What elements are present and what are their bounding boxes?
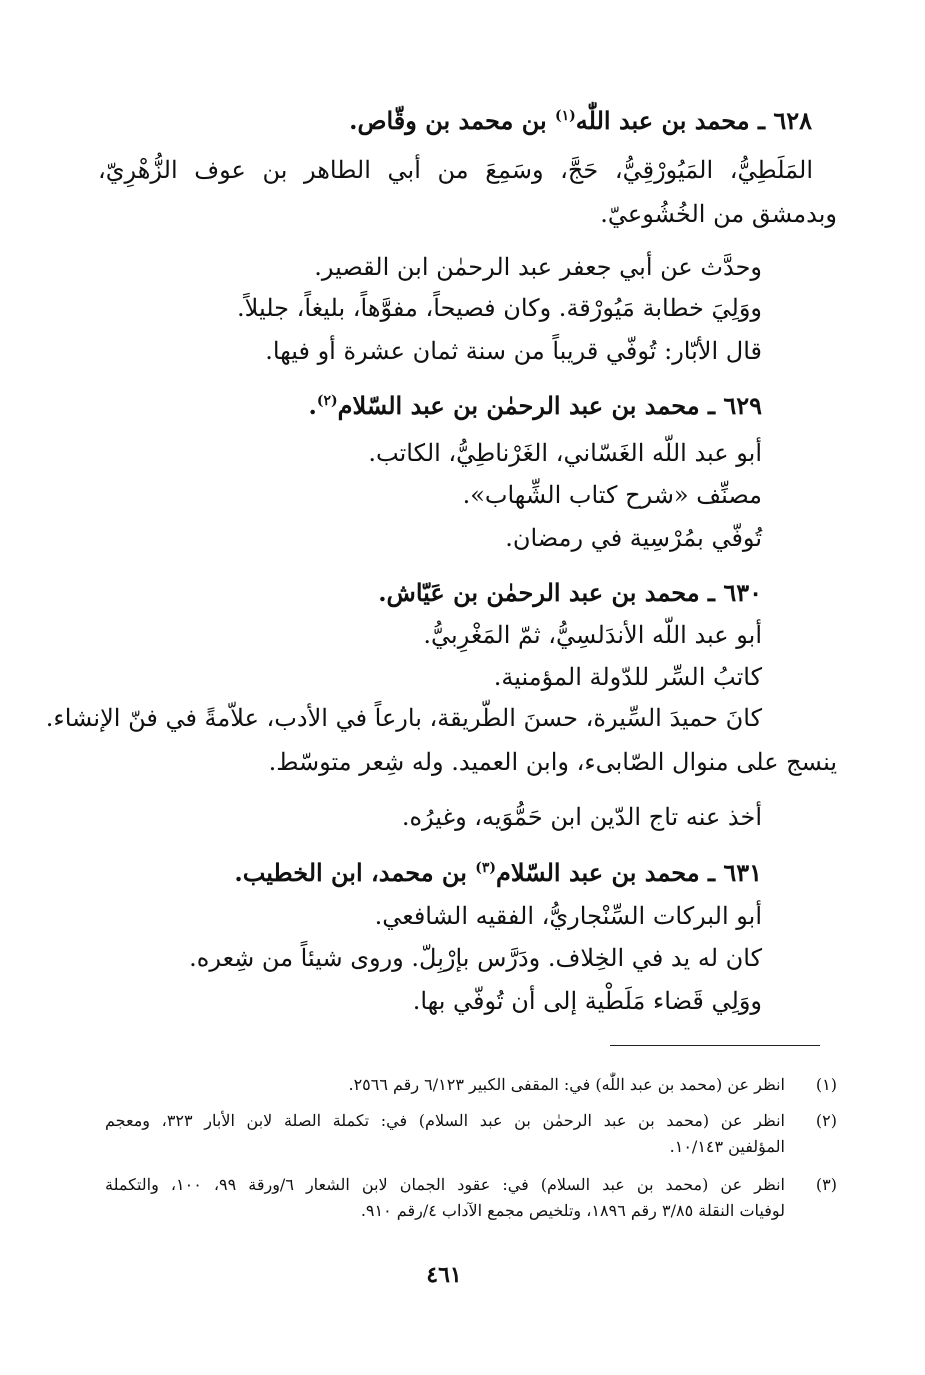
footnote-3-number: (٣) xyxy=(815,1175,837,1194)
entry-628-line-2: وبدمشق من الخُشُوعيّ. xyxy=(600,200,837,228)
entry-630-line-1: أبو عبد اللّه الأندَلسِيُّ، ثمّ المَغْرِبيُّ. xyxy=(423,621,762,649)
entry-628-heading: ٦٢٨ ـ محمد بن عبد اللّٰه$^{(١)}$ بن محمد بن وقّاص. xyxy=(349,106,812,135)
footnote-3-text: انظر عن (محمد بن عبد السلام) في: عقود الجمان لابن الشعار ٦/ورقة ٩٩، ١٠٠، والتكملة xyxy=(105,1175,786,1194)
entry-631-line-2: كان له يد في الخِلاف. ودَرَّس بإرْبِلّ. وروى شيئاً من شِعره. xyxy=(189,944,762,972)
footnote-ref-1[interactable]: (١) xyxy=(555,108,576,124)
entry-630-line-4: ينسج على منوال الصّابىء، وابن العميد. وله شِعر متوسّط. xyxy=(268,748,837,776)
entry-628-line-1: المَلَطِيُّ، المَيُورْقِيُّ، حَجَّ، وسَمِعَ من أبي الطاهر بن عوف الزُّهْرِيّ، xyxy=(98,156,813,184)
footnote-1-number: (١) xyxy=(815,1075,837,1094)
entry-630-heading: ٦٣٠ ـ محمد بن عبد الرحمٰن بن عَيّاش. xyxy=(378,578,762,607)
entry-630-line-3: كانَ حميدَ السِّيرة، حسنَ الطّريقة، بارعاً في الأدب، علاّمةً في فنّ الإنشاء. xyxy=(45,704,762,732)
entry-629-line-2: مصنِّف «شرح كتاب الشِّهاب». xyxy=(462,481,762,509)
entry-631-line-3: ووَلِي قَضاء مَلَطْية إلى أن تُوفّي بها. xyxy=(412,987,762,1015)
entry-631-line-1: أبو البركات السِّنْجاريُّ، الفقيه الشافعي. xyxy=(374,902,762,930)
entry-628-line-3: وحدَّث عن أبي جعفر عبد الرحمٰن ابن القصير. xyxy=(314,253,762,281)
footnote-1 xyxy=(105,1072,837,1098)
footnote-ref-3[interactable]: (٣) xyxy=(475,860,497,876)
entry-629-line-3: تُوفّي بمُرْسِية في رمضان. xyxy=(505,524,762,552)
footnote-2-continuation: المؤلفين ١٠/١٤٣. xyxy=(669,1137,785,1156)
entry-628-line-5: قال الأبّار: تُوفّي قريباً من سنة ثمان عشرة أو فيها. xyxy=(265,337,762,365)
footnote-2-number: (٢) xyxy=(815,1111,837,1130)
footnote-2 xyxy=(105,1108,837,1160)
entry-630-line-5: أخذ عنه تاج الدّين ابن حَمُّوَيه، وغيرُه. xyxy=(401,803,762,831)
footnote-3 xyxy=(105,1172,837,1224)
entry-629-line-1: أبو عبد اللّه الغَسّاني، الغَرْناطِيُّ، الكاتب. xyxy=(368,439,762,467)
footnote-ref-2[interactable]: (٢) xyxy=(316,393,338,409)
footnote-1-text: انظر عن (محمد بن عبد اللّٰه) في: المقفى الكبير ٦/١٢٣ رقم ٢٥٦٦. xyxy=(348,1075,785,1094)
entry-629-heading: ٦٢٩ ـ محمد بن عبد الرحمٰن بن عبد السّلام$^{(٢)}$. xyxy=(308,391,762,420)
entry-631-heading: ٦٣١ ـ محمد بن عبد السّلام$^{(٣)}$ بن محمد، ابن الخطيب. xyxy=(234,858,762,887)
footnote-separator xyxy=(610,1045,820,1046)
footnote-3-continuation: لوفيات النقلة ٣/٨٥ رقم ١٨٩٦، وتلخيص مجمع الآداب ٤/رقم ٩١٠. xyxy=(360,1201,785,1220)
entry-630-line-2: كاتبُ السِّر للدّولة المؤمنية. xyxy=(493,663,762,691)
page-number: ٤٦١ xyxy=(426,1262,462,1288)
footnote-2-text: انظر عن (محمد بن عبد الرحمٰن بن عبد السلام) في: تكملة الصلة لابن الأبار ٣٢٣، ومعجم xyxy=(105,1111,785,1130)
entry-628-line-4: ووَلِيَ خطابة مَيُورْقة. وكان فصيحاً، مفوَّهاً، بليغاً، جليلاً. xyxy=(237,294,762,322)
